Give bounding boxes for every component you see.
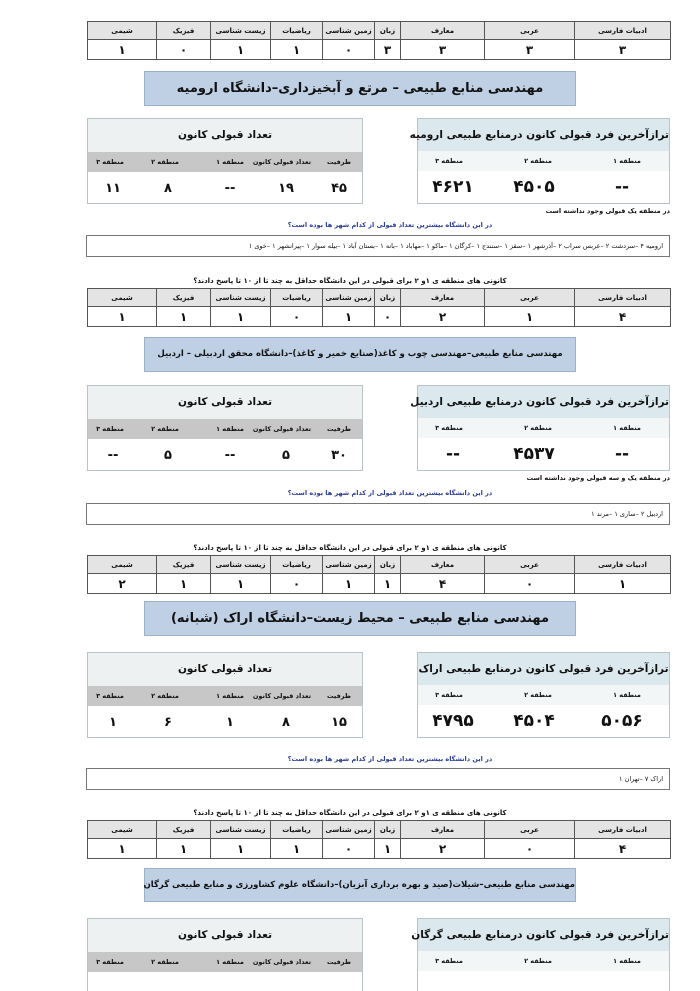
last-score-box [410,385,670,471]
region3-value: ۱ [109,715,117,730]
subject-value: ۱ [157,839,211,859]
subject-value: ۱ [271,40,323,60]
subject-table [87,288,671,327]
col-header-region2: منطقه ۲ [524,691,552,699]
acceptance-count-title: تعداد قبولی کانون [88,119,362,152]
section-banner-urmia: مهندسی منابع طبیعی – مرتع و آبخیزداری–دانشگاه ارومیه [144,71,576,106]
capacity-value: ۴۵ [331,181,347,196]
subject-value: ۴ [575,307,671,327]
col-header-region3: منطقه ۳ [435,424,463,432]
col-header-region1: منطقه ۱ [613,157,641,165]
subject-header-row [88,556,671,574]
col-header-region1: منطقه ۱ [613,957,641,965]
region3-score: ۴۶۲۱ [432,177,474,197]
subject-header: ریاضیات [271,22,323,40]
subject-header: ادبیات فارسی [575,22,671,40]
region2-score: ۴۵۰۴ [513,711,555,731]
capacity-value: ۳۰ [331,448,347,463]
subject-header: معارف [401,821,485,839]
col-header-region2: منطقه ۲ [151,158,179,166]
subject-value: ۳ [485,40,575,60]
subject-value: ۱ [211,307,271,327]
col-header-region3: منطقه ۳ [435,957,463,965]
subject-value: ۰ [485,574,575,594]
subject-value: ۱ [271,839,323,859]
last-score-title: ترازآخرین فرد قبولی کانون درمنابع طبیعی اراک [418,653,669,685]
region1-value: -- [224,448,236,463]
subject-value: ۳ [375,40,401,60]
acceptance-count-title: تعداد قبولی کانون [88,386,362,419]
col-header-region3: منطقه ۳ [435,157,463,165]
subject-value: ۱ [211,839,271,859]
last-score-box [417,652,670,738]
col-header-region3: منطقه ۳ [435,691,463,699]
subject-value: ۳ [575,40,671,60]
region1-score: -- [614,177,630,197]
city-question: در این دانشگاه بیشترین تعداد قبولی از کدام شهر ها بوده است؟ [287,755,493,763]
col-header-region3: منطقه ۳ [96,958,124,966]
last-score-title: ترازآخرین فرد قبولی کانون درمنابع طبیعی ارومیه [418,119,669,151]
subject-value: ۲ [88,574,157,594]
region3-value: ۱۱ [105,181,121,196]
subject-header: زیست شناسی [211,289,271,307]
subject-header: زمین شناسی [323,821,375,839]
subject-value: ۱ [157,307,211,327]
col-header-region3: منطقه ۳ [96,425,124,433]
col-header-region2: منطقه ۲ [524,157,552,165]
subject-value-row [88,839,671,859]
col-header-count: تعداد قبولی کانون [252,425,312,433]
subject-header: عربی [485,289,575,307]
col-header-capacity: ظرفیت [327,158,351,166]
subject-header: ریاضیات [271,289,323,307]
col-header-count: تعداد قبولی کانون [252,692,312,700]
last-score-box [409,118,670,204]
subject-header: شیمی [88,556,157,574]
col-header-region1: منطقه ۱ [216,158,244,166]
subject-question: کانونی های منطقه ی ۱و ۲ برای قبولی در این دانشگاه حداقل به چند تا از ۱۰ تا پاسخ دادند؟ [193,544,507,552]
subject-value: ۱ [323,307,375,327]
subject-header: شیمی [88,22,157,40]
subject-header: زبان [375,556,401,574]
col-header-region1: منطقه ۱ [216,692,244,700]
city-list: ارومیه ۴ –سردشت ۲ –عربس سراب ۲ –آذرشهر ۱ –سقز ۱ –سنندج ۱ –کرگان ۱ –ماکو ۱ –مهاباد ۱ –بانه ۱ –بستان آباد ۱ –بیله سوار ۱ –پیرانشهر ۱ –خوی ۱ [86,235,670,257]
subject-value: ۴ [575,839,671,859]
subject-value: ۰ [323,839,375,859]
subject-value: ۲ [401,307,485,327]
col-header-capacity: ظرفیت [327,425,351,433]
subject-value: ۱ [575,574,671,594]
acceptance-count-box [87,918,363,991]
subject-value: ۱ [157,574,211,594]
subject-header: زبان [375,821,401,839]
subject-value: ۲ [401,839,485,859]
subject-header: عربی [485,556,575,574]
region-note: در منطقه یک قبولی وجود نداشته است [545,207,670,215]
subject-header: عربی [485,22,575,40]
region2-score: ۴۵۳۷ [513,444,555,464]
subject-header-row [88,22,671,40]
subject-value: ۴ [401,574,485,594]
subject-table [87,820,671,859]
col-header-region2: منطقه ۲ [151,958,179,966]
subject-header: زبان [375,289,401,307]
subject-value: ۱ [485,307,575,327]
subject-header: زمین شناسی [323,556,375,574]
subject-value: ۱ [211,40,271,60]
subject-value: ۰ [485,839,575,859]
subject-value-row [88,307,671,327]
region3-score: ۴۷۹۵ [432,711,474,731]
region2-score: ۴۵۰۵ [513,177,555,197]
region1-value: -- [224,181,236,196]
subject-value: ۱ [375,574,401,594]
subject-value: ۰ [323,40,375,60]
subject-header: ادبیات فارسی [575,821,671,839]
subject-header: معارف [401,289,485,307]
col-header-region1: منطقه ۱ [216,958,244,966]
region2-value: ۸ [164,181,172,196]
subject-header-row [88,821,671,839]
section-banner-arak: مهندسی منابع طبیعی – محیط زیست–دانشگاه اراک (شبانه) [144,601,576,636]
acceptance-count-box [87,385,363,471]
subject-value: ۰ [375,307,401,327]
region3-value: -- [107,448,119,463]
col-header-count: تعداد قبولی کانون [252,958,312,966]
col-header-region3: منطقه ۳ [96,692,124,700]
subject-value: ۰ [157,40,211,60]
subject-value: ۱ [88,307,157,327]
count-value: ۸ [282,715,290,730]
section-banner-gorgan: مهندسی منابع طبیعی–شیلات(صید و بهره برداری آبزیان)–دانشگاه علوم کشاورزی و منابع طبیعی گرگان [144,868,576,902]
subject-header: زیست شناسی [211,556,271,574]
subject-question: کانونی های منطقه ی ۱و ۲ برای قبولی در این دانشگاه حداقل به چند تا از ۱۰ تا پاسخ دادند؟ [193,277,507,285]
count-value: ۵ [282,448,290,463]
subject-header: زبان [375,22,401,40]
region1-score: ۵۰۵۶ [601,711,643,731]
capacity-value: ۱۵ [331,715,347,730]
section-banner-ardabil: مهندسی منابع طبیعی–مهندسی چوب و کاغذ(صنایع خمیر و کاغذ)–دانشگاه محقق اردبیلی – اردبیل [144,337,576,372]
subject-value: ۱ [211,574,271,594]
col-header-region3: منطقه ۳ [96,158,124,166]
region2-value: ۶ [164,715,172,730]
subject-value: ۳ [401,40,485,60]
count-value: ۱۹ [278,181,294,196]
acceptance-count-box [87,118,363,204]
subject-header: ادبیات فارسی [575,556,671,574]
subject-value: ۱ [375,839,401,859]
region-note: در منطقه یک و سه قبولی وجود نداشته است [526,474,670,482]
region2-value: ۵ [164,448,172,463]
subject-header-row [88,289,671,307]
subject-value-row [88,574,671,594]
col-header-count: تعداد قبولی کانون [252,158,312,166]
col-header-region2: منطقه ۲ [524,424,552,432]
subject-value: ۰ [271,307,323,327]
subject-table [87,555,671,594]
subject-header: ادبیات فارسی [575,289,671,307]
subject-header: ریاضیات [271,556,323,574]
subject-value-row [88,40,671,60]
subject-table-top [87,21,671,60]
col-header-region2: منطقه ۲ [151,425,179,433]
subject-header: ریاضیات [271,821,323,839]
subject-header: زیست شناسی [211,821,271,839]
subject-header: زمین شناسی [323,22,375,40]
region3-score: -- [445,444,461,464]
city-list: اراک ۷ –تهران ۱ [86,768,670,790]
subject-value: ۱ [88,40,157,60]
city-list: اردبیل ۲ –ساری ۱ –مرند ۱ [86,503,670,525]
subject-header: فیزیک [157,289,211,307]
subject-value: ۰ [271,574,323,594]
subject-header: زیست شناسی [211,22,271,40]
subject-header: شیمی [88,289,157,307]
col-header-region1: منطقه ۱ [216,425,244,433]
acceptance-count-box [87,652,363,738]
subject-question: کانونی های منطقه ی ۱و ۲ برای قبولی در این دانشگاه حداقل به چند تا از ۱۰ تا پاسخ دادند؟ [193,809,507,817]
last-score-box [411,918,670,991]
acceptance-count-title: تعداد قبولی کانون [88,653,362,686]
subject-header: عربی [485,821,575,839]
subject-header: زمین شناسی [323,289,375,307]
subject-header: فیزیک [157,556,211,574]
col-header-region1: منطقه ۱ [613,424,641,432]
col-header-region2: منطقه ۲ [524,957,552,965]
col-header-region1: منطقه ۱ [613,691,641,699]
subject-header: معارف [401,556,485,574]
city-question: در این دانشگاه بیشترین تعداد قبولی از کدام شهر ها بوده است؟ [287,489,493,497]
region1-value: ۱ [226,715,234,730]
last-score-title: ترازآخرین فرد قبولی کانون درمنابع طبیعی گرگان [418,919,669,951]
subject-value: ۱ [323,574,375,594]
subject-header: فیزیک [157,22,211,40]
col-header-capacity: ظرفیت [327,958,351,966]
last-score-title: ترازآخرین فرد قبولی کانون درمنابع طبیعی اردبیل [418,386,669,418]
subject-header: فیزیک [157,821,211,839]
col-header-capacity: ظرفیت [327,692,351,700]
city-question: در این دانشگاه بیشترین تعداد قبولی از کدام شهر ها بوده است؟ [287,221,493,229]
subject-header: معارف [401,22,485,40]
col-header-region2: منطقه ۲ [151,692,179,700]
region1-score: -- [614,444,630,464]
subject-value: ۱ [88,839,157,859]
acceptance-count-title: تعداد قبولی کانون [88,919,362,952]
subject-header: شیمی [88,821,157,839]
